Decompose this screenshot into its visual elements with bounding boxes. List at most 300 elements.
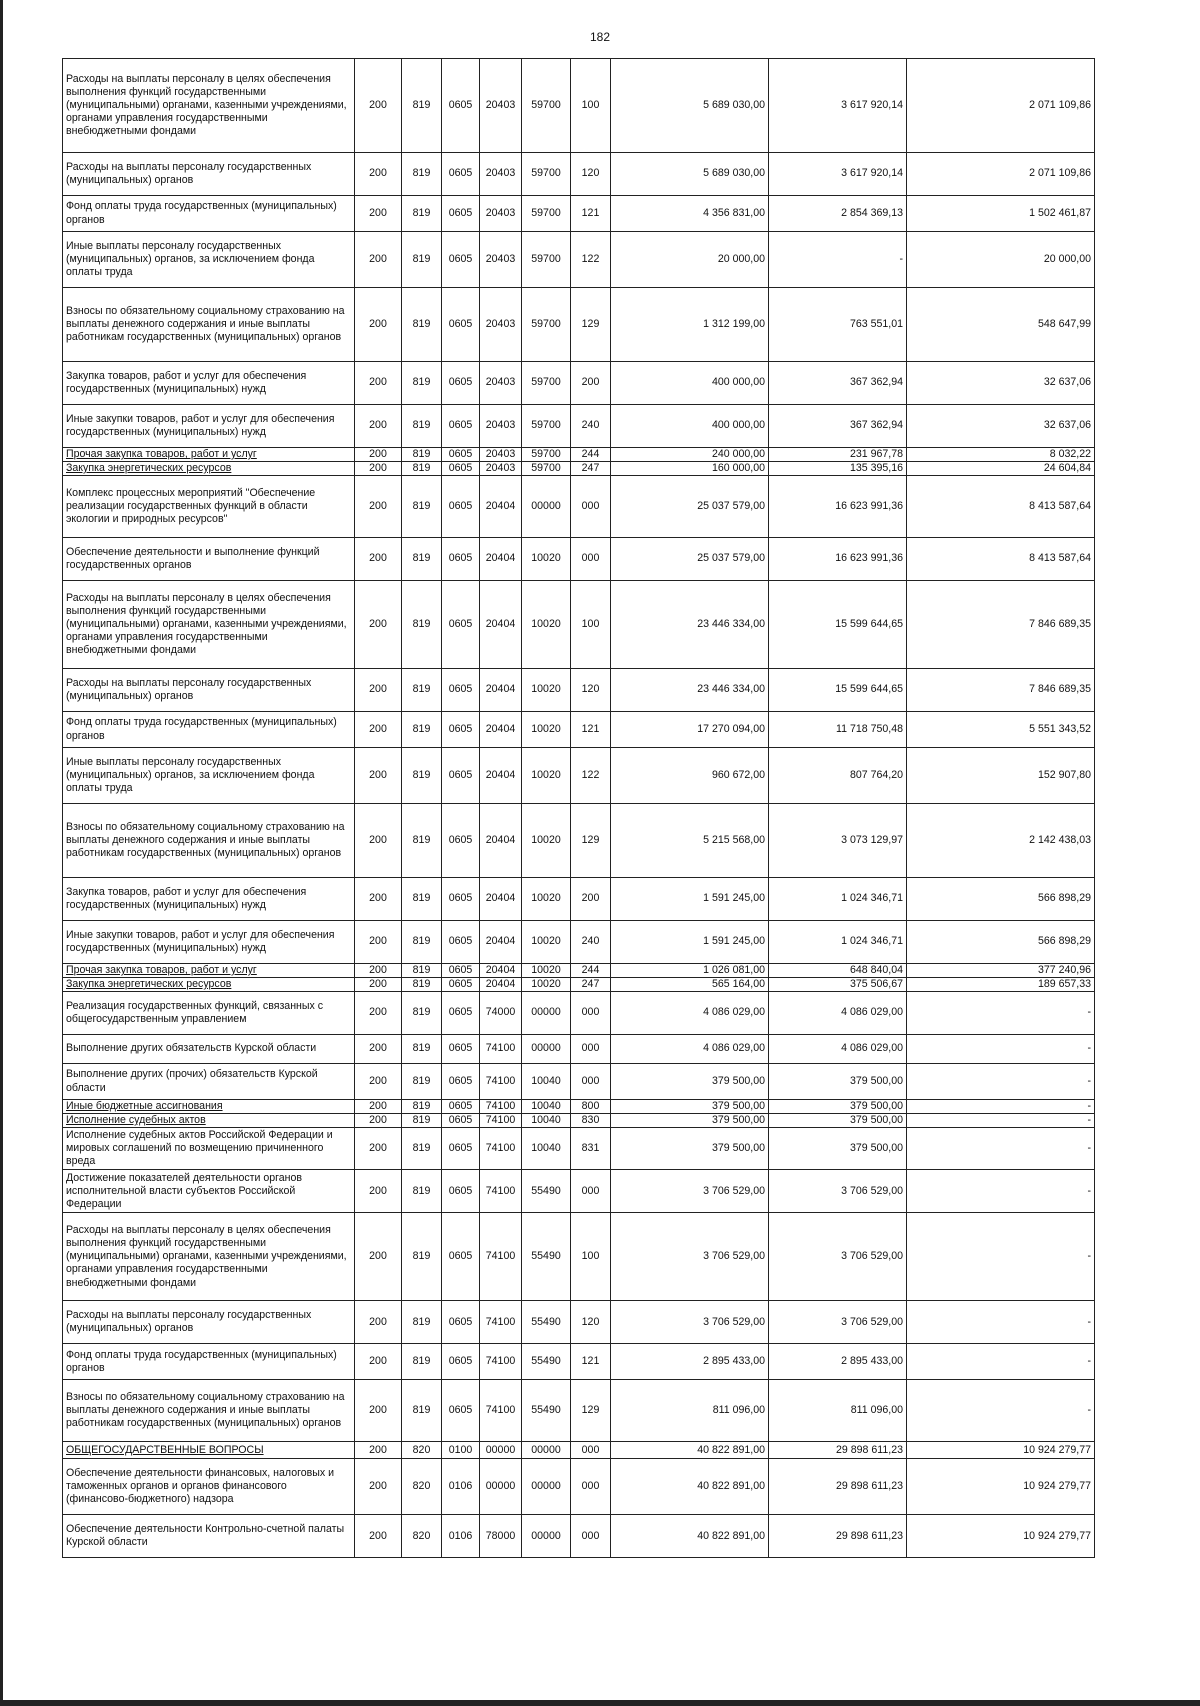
row-ministry-code: 820 bbox=[402, 1515, 442, 1558]
row-amount-approved: 25 037 579,00 bbox=[611, 476, 769, 538]
row-amount-remaining: - bbox=[907, 1170, 1095, 1213]
row-section-code: 0605 bbox=[442, 1344, 480, 1380]
row-amount-remaining: - bbox=[907, 1128, 1095, 1170]
row-ministry-code: 819 bbox=[402, 476, 442, 538]
row-expense-type: 831 bbox=[571, 1128, 611, 1170]
row-amount-remaining: 10 924 279,77 bbox=[907, 1459, 1095, 1515]
page-number: 182 bbox=[589, 30, 611, 44]
row-expense-type: 800 bbox=[571, 1100, 611, 1114]
table-row bbox=[63, 59, 1095, 153]
row-description: Фонд оплаты труда государственных (муниципальных) органов bbox=[63, 712, 355, 748]
row-ministry-code: 819 bbox=[402, 1100, 442, 1114]
row-section-code: 0605 bbox=[442, 748, 480, 804]
row-code: 200 bbox=[355, 581, 402, 669]
row-amount-remaining: 377 240,96 bbox=[907, 964, 1095, 978]
row-description: ОБЩЕГОСУДАРСТВЕННЫЕ ВОПРОСЫ bbox=[63, 1442, 355, 1459]
row-code: 200 bbox=[355, 992, 402, 1035]
row-section-code: 0605 bbox=[442, 59, 480, 153]
row-section-code: 0605 bbox=[442, 538, 480, 581]
row-ministry-code: 819 bbox=[402, 1380, 442, 1442]
row-direction-code: 59700 bbox=[522, 362, 571, 405]
row-section-code: 0605 bbox=[442, 362, 480, 405]
row-ministry-code: 819 bbox=[402, 288, 442, 362]
row-direction-code: 10020 bbox=[522, 804, 571, 878]
row-ministry-code: 819 bbox=[402, 921, 442, 964]
row-program-code: 74000 bbox=[480, 992, 522, 1035]
row-amount-approved: 4 086 029,00 bbox=[611, 992, 769, 1035]
row-section-code: 0605 bbox=[442, 964, 480, 978]
row-program-code: 20403 bbox=[480, 153, 522, 196]
row-direction-code: 59700 bbox=[522, 288, 571, 362]
row-description: Расходы на выплаты персоналу в целях обеспечения выполнения функций государственными (муниципальными) органами, казенными учреждениями, органами управления государственными внебюджетными фондами bbox=[63, 59, 355, 153]
table-row bbox=[63, 448, 1095, 462]
row-code: 200 bbox=[355, 153, 402, 196]
row-ministry-code: 819 bbox=[402, 362, 442, 405]
row-program-code: 20404 bbox=[480, 921, 522, 964]
row-ministry-code: 819 bbox=[402, 196, 442, 232]
row-program-code: 74100 bbox=[480, 1344, 522, 1380]
row-program-code: 20403 bbox=[480, 462, 522, 476]
row-program-code: 78000 bbox=[480, 1515, 522, 1558]
row-program-code: 74100 bbox=[480, 1170, 522, 1213]
row-section-code: 0605 bbox=[442, 712, 480, 748]
row-direction-code: 59700 bbox=[522, 462, 571, 476]
row-expense-type: 247 bbox=[571, 978, 611, 992]
row-ministry-code: 819 bbox=[402, 462, 442, 476]
row-amount-remaining: - bbox=[907, 1344, 1095, 1380]
row-direction-code: 59700 bbox=[522, 196, 571, 232]
row-amount-approved: 40 822 891,00 bbox=[611, 1459, 769, 1515]
row-expense-type: 247 bbox=[571, 462, 611, 476]
row-direction-code: 55490 bbox=[522, 1301, 571, 1344]
row-amount-remaining: - bbox=[907, 992, 1095, 1035]
row-amount-remaining: - bbox=[907, 1100, 1095, 1114]
row-program-code: 20404 bbox=[480, 669, 522, 712]
row-ministry-code: 820 bbox=[402, 1459, 442, 1515]
row-section-code: 0605 bbox=[442, 992, 480, 1035]
row-ministry-code: 819 bbox=[402, 232, 442, 288]
row-expense-type: 121 bbox=[571, 712, 611, 748]
row-description: Исполнение судебных актов Российской Федерации и мировых соглашений по возмещению причиненного вреда bbox=[63, 1128, 355, 1170]
row-code: 200 bbox=[355, 1213, 402, 1301]
row-description: Закупка товаров, работ и услуг для обеспечения государственных (муниципальных) нужд bbox=[63, 878, 355, 921]
row-amount-approved: 5 215 568,00 bbox=[611, 804, 769, 878]
row-amount-executed: 29 898 611,23 bbox=[769, 1459, 907, 1515]
row-direction-code: 00000 bbox=[522, 1459, 571, 1515]
row-amount-remaining: - bbox=[907, 1301, 1095, 1344]
row-expense-type: 000 bbox=[571, 538, 611, 581]
table-row bbox=[63, 978, 1095, 992]
row-amount-approved: 379 500,00 bbox=[611, 1128, 769, 1170]
row-program-code: 20404 bbox=[480, 748, 522, 804]
row-amount-approved: 23 446 334,00 bbox=[611, 669, 769, 712]
row-amount-executed: 379 500,00 bbox=[769, 1100, 907, 1114]
row-amount-remaining: - bbox=[907, 1380, 1095, 1442]
row-expense-type: 244 bbox=[571, 964, 611, 978]
row-expense-type: 200 bbox=[571, 878, 611, 921]
row-direction-code: 10020 bbox=[522, 669, 571, 712]
row-program-code: 20404 bbox=[480, 878, 522, 921]
row-amount-approved: 379 500,00 bbox=[611, 1064, 769, 1100]
table-row bbox=[63, 669, 1095, 712]
row-ministry-code: 819 bbox=[402, 748, 442, 804]
row-section-code: 0605 bbox=[442, 1170, 480, 1213]
row-description: Обеспечение деятельности финансовых, налоговых и таможенных органов и органов финансового (финансово-бюджетного) надзора bbox=[63, 1459, 355, 1515]
row-description: Прочая закупка товаров, работ и услуг bbox=[63, 964, 355, 978]
row-amount-approved: 1 591 245,00 bbox=[611, 878, 769, 921]
row-amount-executed: 1 024 346,71 bbox=[769, 921, 907, 964]
row-expense-type: 122 bbox=[571, 232, 611, 288]
row-code: 200 bbox=[355, 59, 402, 153]
row-amount-remaining: 32 637,06 bbox=[907, 405, 1095, 448]
row-program-code: 20403 bbox=[480, 196, 522, 232]
row-amount-executed: 3 706 529,00 bbox=[769, 1170, 907, 1213]
row-code: 200 bbox=[355, 448, 402, 462]
row-description: Выполнение других обязательств Курской области bbox=[63, 1035, 355, 1064]
row-amount-remaining: 5 551 343,52 bbox=[907, 712, 1095, 748]
row-amount-remaining: 10 924 279,77 bbox=[907, 1442, 1095, 1459]
table-row bbox=[63, 232, 1095, 288]
row-section-code: 0605 bbox=[442, 1035, 480, 1064]
row-section-code: 0605 bbox=[442, 978, 480, 992]
table-row bbox=[63, 462, 1095, 476]
table-row bbox=[63, 712, 1095, 748]
row-expense-type: 000 bbox=[571, 1442, 611, 1459]
table-row bbox=[63, 1442, 1095, 1459]
row-amount-approved: 565 164,00 bbox=[611, 978, 769, 992]
row-expense-type: 120 bbox=[571, 669, 611, 712]
row-program-code: 20404 bbox=[480, 964, 522, 978]
row-description: Прочая закупка товаров, работ и услуг bbox=[63, 448, 355, 462]
row-program-code: 20404 bbox=[480, 804, 522, 878]
table-row bbox=[63, 1515, 1095, 1558]
table-row bbox=[63, 581, 1095, 669]
table-row bbox=[63, 748, 1095, 804]
row-code: 200 bbox=[355, 1515, 402, 1558]
row-section-code: 0100 bbox=[442, 1442, 480, 1459]
row-amount-approved: 3 706 529,00 bbox=[611, 1213, 769, 1301]
row-description: Выполнение других (прочих) обязательств Курской области bbox=[63, 1064, 355, 1100]
row-expense-type: 000 bbox=[571, 1035, 611, 1064]
row-amount-executed: 807 764,20 bbox=[769, 748, 907, 804]
row-description: Закупка энергетических ресурсов bbox=[63, 462, 355, 476]
row-code: 200 bbox=[355, 669, 402, 712]
row-expense-type: 100 bbox=[571, 59, 611, 153]
row-amount-executed: 3 706 529,00 bbox=[769, 1301, 907, 1344]
row-direction-code: 10040 bbox=[522, 1064, 571, 1100]
row-code: 200 bbox=[355, 712, 402, 748]
table-row bbox=[63, 1213, 1095, 1301]
row-direction-code: 10020 bbox=[522, 878, 571, 921]
row-program-code: 20403 bbox=[480, 288, 522, 362]
row-amount-executed: 811 096,00 bbox=[769, 1380, 907, 1442]
row-expense-type: 000 bbox=[571, 1064, 611, 1100]
row-amount-approved: 4 356 831,00 bbox=[611, 196, 769, 232]
table-row bbox=[63, 288, 1095, 362]
row-section-code: 0605 bbox=[442, 1100, 480, 1114]
row-amount-remaining: 24 604,84 bbox=[907, 462, 1095, 476]
row-amount-remaining: 7 846 689,35 bbox=[907, 669, 1095, 712]
row-section-code: 0605 bbox=[442, 476, 480, 538]
row-expense-type: 000 bbox=[571, 1170, 611, 1213]
row-code: 200 bbox=[355, 1064, 402, 1100]
row-direction-code: 00000 bbox=[522, 1442, 571, 1459]
row-amount-executed: 3 073 129,97 bbox=[769, 804, 907, 878]
row-ministry-code: 819 bbox=[402, 448, 442, 462]
row-code: 200 bbox=[355, 1128, 402, 1170]
row-amount-approved: 240 000,00 bbox=[611, 448, 769, 462]
row-code: 200 bbox=[355, 1114, 402, 1128]
row-amount-approved: 4 086 029,00 bbox=[611, 1035, 769, 1064]
row-program-code: 20403 bbox=[480, 405, 522, 448]
row-description: Закупка товаров, работ и услуг для обеспечения государственных (муниципальных) нужд bbox=[63, 362, 355, 405]
row-code: 200 bbox=[355, 1442, 402, 1459]
row-expense-type: 129 bbox=[571, 288, 611, 362]
row-description: Иные выплаты персоналу государственных (муниципальных) органов, за исключением фонда оплаты труда bbox=[63, 748, 355, 804]
row-amount-executed: 367 362,94 bbox=[769, 405, 907, 448]
row-program-code: 20404 bbox=[480, 978, 522, 992]
row-description: Реализация государственных функций, связанных с общегосударственным управлением bbox=[63, 992, 355, 1035]
row-description: Иные выплаты персоналу государственных (муниципальных) органов, за исключением фонда оплаты труда bbox=[63, 232, 355, 288]
row-ministry-code: 819 bbox=[402, 992, 442, 1035]
table-row bbox=[63, 1128, 1095, 1170]
row-amount-approved: 2 895 433,00 bbox=[611, 1344, 769, 1380]
row-description: Расходы на выплаты персоналу государственных (муниципальных) органов bbox=[63, 669, 355, 712]
row-amount-executed: - bbox=[769, 232, 907, 288]
row-amount-remaining: 8 413 587,64 bbox=[907, 538, 1095, 581]
row-ministry-code: 819 bbox=[402, 538, 442, 581]
row-code: 200 bbox=[355, 878, 402, 921]
row-amount-remaining: 7 846 689,35 bbox=[907, 581, 1095, 669]
row-section-code: 0106 bbox=[442, 1515, 480, 1558]
row-description: Фонд оплаты труда государственных (муниципальных) органов bbox=[63, 196, 355, 232]
row-amount-approved: 379 500,00 bbox=[611, 1100, 769, 1114]
row-amount-executed: 375 506,67 bbox=[769, 978, 907, 992]
row-program-code: 74100 bbox=[480, 1064, 522, 1100]
row-expense-type: 000 bbox=[571, 992, 611, 1035]
row-code: 200 bbox=[355, 538, 402, 581]
row-section-code: 0605 bbox=[442, 1301, 480, 1344]
row-program-code: 20404 bbox=[480, 538, 522, 581]
row-program-code: 74100 bbox=[480, 1213, 522, 1301]
row-amount-approved: 20 000,00 bbox=[611, 232, 769, 288]
row-description: Достижение показателей деятельности органов исполнительной власти субъектов Российской Федерации bbox=[63, 1170, 355, 1213]
row-amount-remaining: 1 502 461,87 bbox=[907, 196, 1095, 232]
row-amount-approved: 25 037 579,00 bbox=[611, 538, 769, 581]
row-expense-type: 120 bbox=[571, 1301, 611, 1344]
row-amount-executed: 15 599 644,65 bbox=[769, 581, 907, 669]
row-amount-executed: 16 623 991,36 bbox=[769, 538, 907, 581]
row-amount-approved: 23 446 334,00 bbox=[611, 581, 769, 669]
row-program-code: 20404 bbox=[480, 712, 522, 748]
row-ministry-code: 819 bbox=[402, 712, 442, 748]
table-row bbox=[63, 1114, 1095, 1128]
row-code: 200 bbox=[355, 1301, 402, 1344]
row-amount-approved: 17 270 094,00 bbox=[611, 712, 769, 748]
row-ministry-code: 819 bbox=[402, 1170, 442, 1213]
row-section-code: 0605 bbox=[442, 581, 480, 669]
row-amount-approved: 160 000,00 bbox=[611, 462, 769, 476]
row-expense-type: 244 bbox=[571, 448, 611, 462]
row-description: Исполнение судебных актов bbox=[63, 1114, 355, 1128]
row-program-code: 74100 bbox=[480, 1035, 522, 1064]
row-amount-approved: 1 591 245,00 bbox=[611, 921, 769, 964]
row-section-code: 0605 bbox=[442, 153, 480, 196]
row-code: 200 bbox=[355, 196, 402, 232]
row-section-code: 0605 bbox=[442, 921, 480, 964]
row-ministry-code: 819 bbox=[402, 153, 442, 196]
row-program-code: 74100 bbox=[480, 1301, 522, 1344]
row-expense-type: 000 bbox=[571, 1459, 611, 1515]
row-ministry-code: 819 bbox=[402, 59, 442, 153]
row-code: 200 bbox=[355, 288, 402, 362]
row-amount-approved: 379 500,00 bbox=[611, 1114, 769, 1128]
row-expense-type: 240 bbox=[571, 405, 611, 448]
row-code: 200 bbox=[355, 462, 402, 476]
table-row bbox=[63, 1170, 1095, 1213]
row-description: Иные бюджетные ассигнования bbox=[63, 1100, 355, 1114]
row-code: 200 bbox=[355, 978, 402, 992]
row-expense-type: 121 bbox=[571, 1344, 611, 1380]
row-section-code: 0605 bbox=[442, 878, 480, 921]
row-ministry-code: 819 bbox=[402, 804, 442, 878]
row-amount-remaining: 2 071 109,86 bbox=[907, 153, 1095, 196]
row-direction-code: 59700 bbox=[522, 232, 571, 288]
row-direction-code: 10020 bbox=[522, 978, 571, 992]
row-amount-executed: 135 395,16 bbox=[769, 462, 907, 476]
row-amount-remaining: - bbox=[907, 1213, 1095, 1301]
table-row bbox=[63, 362, 1095, 405]
row-code: 200 bbox=[355, 1035, 402, 1064]
row-expense-type: 129 bbox=[571, 804, 611, 878]
row-description: Иные закупки товаров, работ и услуг для обеспечения государственных (муниципальных) нужд bbox=[63, 921, 355, 964]
row-section-code: 0605 bbox=[442, 288, 480, 362]
row-ministry-code: 819 bbox=[402, 878, 442, 921]
row-section-code: 0605 bbox=[442, 1213, 480, 1301]
row-program-code: 20403 bbox=[480, 362, 522, 405]
row-amount-approved: 1 026 081,00 bbox=[611, 964, 769, 978]
row-section-code: 0605 bbox=[442, 1128, 480, 1170]
row-section-code: 0605 bbox=[442, 405, 480, 448]
row-ministry-code: 819 bbox=[402, 964, 442, 978]
row-code: 200 bbox=[355, 1100, 402, 1114]
row-section-code: 0605 bbox=[442, 1064, 480, 1100]
row-amount-remaining: - bbox=[907, 1035, 1095, 1064]
row-description: Расходы на выплаты персоналу в целях обеспечения выполнения функций государственными (муниципальными) органами, казенными учреждениями, органами управления государственными внебюджетными фондами bbox=[63, 581, 355, 669]
row-amount-executed: 15 599 644,65 bbox=[769, 669, 907, 712]
row-amount-remaining: 10 924 279,77 bbox=[907, 1515, 1095, 1558]
row-program-code: 20404 bbox=[480, 476, 522, 538]
row-direction-code: 10020 bbox=[522, 581, 571, 669]
row-description: Обеспечение деятельности и выполнение функций государственных органов bbox=[63, 538, 355, 581]
row-description: Расходы на выплаты персоналу государственных (муниципальных) органов bbox=[63, 1301, 355, 1344]
row-ministry-code: 819 bbox=[402, 1128, 442, 1170]
row-amount-executed: 379 500,00 bbox=[769, 1128, 907, 1170]
row-amount-approved: 40 822 891,00 bbox=[611, 1442, 769, 1459]
row-direction-code: 59700 bbox=[522, 153, 571, 196]
budget-table-body bbox=[63, 59, 1095, 1558]
row-ministry-code: 819 bbox=[402, 581, 442, 669]
row-direction-code: 10020 bbox=[522, 921, 571, 964]
row-amount-executed: 29 898 611,23 bbox=[769, 1515, 907, 1558]
row-amount-executed: 2 895 433,00 bbox=[769, 1344, 907, 1380]
table-row bbox=[63, 1380, 1095, 1442]
row-section-code: 0605 bbox=[442, 669, 480, 712]
row-expense-type: 129 bbox=[571, 1380, 611, 1442]
row-direction-code: 10020 bbox=[522, 964, 571, 978]
row-code: 200 bbox=[355, 1380, 402, 1442]
table-row bbox=[63, 476, 1095, 538]
row-amount-executed: 763 551,01 bbox=[769, 288, 907, 362]
row-amount-remaining: 189 657,33 bbox=[907, 978, 1095, 992]
row-code: 200 bbox=[355, 1459, 402, 1515]
row-amount-remaining: 8 032,22 bbox=[907, 448, 1095, 462]
table-row bbox=[63, 1301, 1095, 1344]
row-program-code: 20403 bbox=[480, 232, 522, 288]
table-row bbox=[63, 1459, 1095, 1515]
table-row bbox=[63, 153, 1095, 196]
row-direction-code: 59700 bbox=[522, 405, 571, 448]
row-program-code: 74100 bbox=[480, 1100, 522, 1114]
row-amount-remaining: 2 071 109,86 bbox=[907, 59, 1095, 153]
row-direction-code: 10040 bbox=[522, 1114, 571, 1128]
row-amount-remaining: 548 647,99 bbox=[907, 288, 1095, 362]
row-code: 200 bbox=[355, 804, 402, 878]
row-direction-code: 10040 bbox=[522, 1128, 571, 1170]
table-row bbox=[63, 921, 1095, 964]
row-description: Расходы на выплаты персоналу в целях обеспечения выполнения функций государственными (муниципальными) органами, казенными учреждениями, органами управления государственными внебюджетными фондами bbox=[63, 1213, 355, 1301]
row-direction-code: 59700 bbox=[522, 448, 571, 462]
row-amount-executed: 4 086 029,00 bbox=[769, 1035, 907, 1064]
row-direction-code: 10020 bbox=[522, 748, 571, 804]
row-amount-approved: 5 689 030,00 bbox=[611, 59, 769, 153]
row-expense-type: 000 bbox=[571, 1515, 611, 1558]
row-section-code: 0605 bbox=[442, 196, 480, 232]
row-direction-code: 00000 bbox=[522, 1035, 571, 1064]
row-expense-type: 121 bbox=[571, 196, 611, 232]
row-amount-remaining: 152 907,80 bbox=[907, 748, 1095, 804]
row-code: 200 bbox=[355, 362, 402, 405]
row-direction-code: 00000 bbox=[522, 476, 571, 538]
row-amount-executed: 231 967,78 bbox=[769, 448, 907, 462]
row-program-code: 20403 bbox=[480, 59, 522, 153]
scan-bottom-edge bbox=[0, 1700, 1200, 1706]
row-amount-approved: 811 096,00 bbox=[611, 1380, 769, 1442]
row-expense-type: 000 bbox=[571, 476, 611, 538]
row-amount-remaining: 566 898,29 bbox=[907, 878, 1095, 921]
row-amount-executed: 379 500,00 bbox=[769, 1064, 907, 1100]
row-amount-executed: 29 898 611,23 bbox=[769, 1442, 907, 1459]
table-row bbox=[63, 196, 1095, 232]
table-row bbox=[63, 1344, 1095, 1380]
row-ministry-code: 819 bbox=[402, 405, 442, 448]
row-amount-remaining: 20 000,00 bbox=[907, 232, 1095, 288]
row-amount-approved: 5 689 030,00 bbox=[611, 153, 769, 196]
row-description: Комплекс процессных мероприятий "Обеспечение реализации государственных функций в области экологии и природных ресурсов" bbox=[63, 476, 355, 538]
row-description: Расходы на выплаты персоналу государственных (муниципальных) органов bbox=[63, 153, 355, 196]
row-amount-executed: 3 706 529,00 bbox=[769, 1213, 907, 1301]
row-ministry-code: 819 bbox=[402, 1213, 442, 1301]
row-direction-code: 55490 bbox=[522, 1380, 571, 1442]
row-amount-executed: 3 617 920,14 bbox=[769, 153, 907, 196]
row-ministry-code: 820 bbox=[402, 1442, 442, 1459]
row-description: Обеспечение деятельности Контрольно-счетной палаты Курской области bbox=[63, 1515, 355, 1558]
row-ministry-code: 819 bbox=[402, 978, 442, 992]
table-row bbox=[63, 538, 1095, 581]
row-ministry-code: 819 bbox=[402, 1114, 442, 1128]
scan-left-edge bbox=[0, 0, 3, 1706]
row-program-code: 20404 bbox=[480, 581, 522, 669]
